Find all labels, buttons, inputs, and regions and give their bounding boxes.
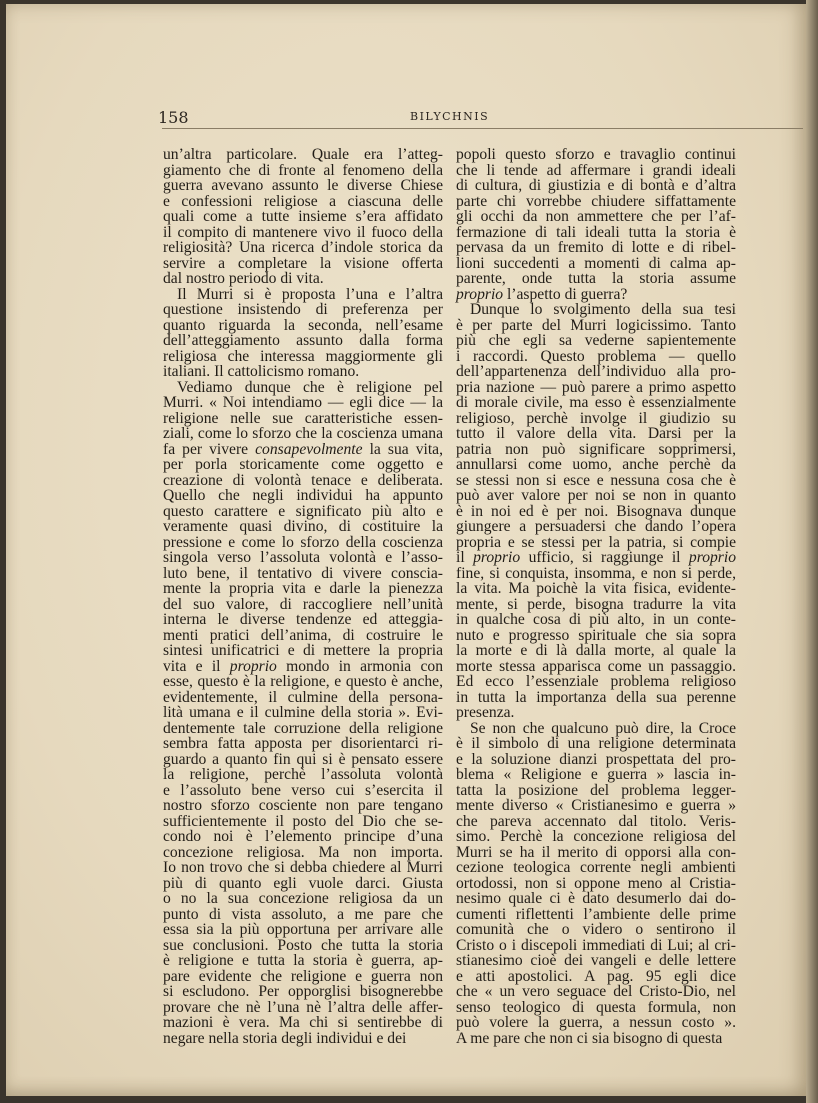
text-line: giamento che di fronte al fenomeno della (163, 161, 443, 179)
text-line: la morte e di là dalla morte, al quale la (456, 642, 736, 659)
text-line: per porla storicamente come oggetto e (163, 456, 443, 473)
text-line: la religione, perchè l’assoluta volontà (163, 766, 443, 783)
text-line: e l’assoluto bene verso cui s’esercita il (163, 781, 443, 799)
text-line: fine, si conquista, insomma, e non si perde, (456, 564, 736, 582)
text-line: luto bene, il tentativo di vivere conscia- (163, 564, 443, 582)
text-line: più di quanto egli vuole darci. Giusta (163, 874, 443, 892)
text-line: condo noi è l’elemento principe d’una (163, 828, 443, 845)
text-line: essa sia la più opportuna per arrivare alle (163, 921, 443, 938)
text-line: comunità che o videro o sentirono il (456, 921, 736, 938)
text-line: cumenti riflettenti l’ambiente delle prime (456, 905, 736, 923)
text-line: sufficientemente il posto del Dio che se- (163, 812, 443, 830)
text-line: ziali, come lo sforzo che la coscienza umana (163, 425, 443, 442)
text-line: simo. Perchè la concezione religiosa del (456, 828, 736, 845)
text-line: mente, si perde, bisogna tradurre la vita (456, 595, 736, 613)
text-line: può volere la guerra, a nessun costo ». (456, 1014, 736, 1031)
page-number: 158 (158, 108, 189, 127)
text-line: parente, onde tutta la storia assume (456, 270, 736, 287)
text-line: provare che nè l’una nè l’altra delle affer- (163, 998, 443, 1016)
text-line: punto di vista assoluto, a me pare che (163, 905, 443, 923)
text-line: più che egli sa vederne sapientemente (456, 332, 736, 349)
text-line: è religione e tutta la storia è guerra, ap- (163, 952, 443, 969)
text-line: Io non trovo che si debba chiedere al Murri (163, 859, 443, 876)
text-line: in qualche cosa di più alto, in un conte- (456, 611, 736, 628)
text-line: ortodossi, non si oppone meno al Cristia- (456, 874, 736, 892)
text-line: Se non che qualcuno può dire, la Croce (470, 719, 736, 737)
text-line: pressione e come lo sforzo della coscienza (163, 533, 443, 551)
text-line: singola verso l’assoluta volontà e l’asso- (163, 549, 443, 566)
page-edge-shadow (806, 0, 818, 1103)
text-line: o no la sua concezione religiosa da un (163, 890, 443, 907)
text-line: si escludono. Per opporglisi bisognerebbe (163, 983, 443, 1000)
text-line: parte chi vorrebbe chiudere siffattamente (456, 192, 736, 210)
text-line: mente la propria vita e darle la pienezza (163, 580, 443, 597)
text-line: evidentemente, il culmine della persona- (163, 688, 443, 706)
text-line: la vita. Ma poichè la vita fisica, evidente- (456, 580, 736, 597)
text-line: gli occhi da non ammettere che per l’af- (456, 208, 736, 225)
text-line: Cristo o i discepoli immediati di Lui; al cri- (456, 936, 736, 954)
text-line: lità umana e il culmine della storia ». Evi- (163, 704, 443, 721)
text-line: religiosità? Una ricerca d’indole storica da (163, 239, 443, 256)
text-line: proprio l’aspetto di guerra? (456, 285, 628, 303)
text-line: A me pare che non ci sia bisogno di questa (456, 1029, 723, 1047)
text-line: morte stessa apparisca come un passaggio. (456, 657, 736, 675)
text-line: pervasa da un fremito di lotte e di ribel- (456, 239, 736, 256)
text-line: dell’atteggiamento assunto dalla forma (163, 332, 443, 349)
text-line: tatta la posizione del problema legger- (456, 781, 736, 799)
text-line: mente diverso « Cristianesimo e guerra » (456, 797, 736, 814)
text-line: menti pratici dell’anima, di costruire le (163, 626, 443, 644)
text-line: e la soluzione dianzi prospettata del pro- (456, 750, 736, 768)
text-line: che « un vero seguace del Cristo-Dio, nel (456, 983, 736, 1000)
text-line: dal nostro periodo di vita. (163, 270, 324, 287)
text-line: negare nella storia degli individui e dei (163, 1029, 407, 1047)
text-line: questione insistendo di preferenza per (163, 301, 443, 318)
text-line: di morale civile, ma esso è essenzialmente (456, 394, 736, 411)
text-line: nesimo quale ci è dato desumerlo dai do- (456, 890, 736, 907)
text-line: annullarsi come uomo, anche perchè da (456, 456, 736, 473)
text-line: del suo valore, di raccogliere nell’unità (163, 595, 443, 613)
text-line: Quello che negli individui ha appunto (163, 487, 443, 504)
text-line: dell’appartenenza dell’individuo alla pro- (456, 363, 736, 380)
text-line: presenza. (456, 704, 515, 721)
text-line: Dunque lo svolgimento della sua tesi (470, 301, 736, 318)
text-line: guerra avevano assunto le diverse Chiese (163, 177, 443, 194)
text-line: Murri. « Noi intendiamo — egli dice — la (163, 394, 443, 411)
text-line: quali come a tutte insieme s’era affidato (163, 208, 443, 225)
header-rule (162, 128, 803, 129)
text-line: patria non può significare sopprimersi, (456, 440, 736, 458)
text-line: religiosa che interessa maggiormente gli (163, 347, 443, 365)
text-line: vita e il proprio mondo in armonia con (163, 657, 443, 675)
text-line: questo carattere e significato più alto e (163, 502, 443, 520)
text-line: veramente quasi divino, di costituire la (163, 518, 443, 535)
text-line: esse, questo è la religione, e questo è anche, (163, 673, 443, 690)
text-line: sue conclusioni. Posto che tutta la storia (163, 936, 443, 954)
text-line: può aver valore per noi se non in quanto (456, 487, 736, 504)
text-line: dentemente tale corruzione della religione (163, 719, 443, 737)
text-line: popoli questo sforzo e travaglio continui (456, 146, 736, 163)
text-line: i raccordi. Questo problema — quello (456, 347, 736, 365)
text-line: concezione religiosa. Ma non importa. (163, 843, 443, 861)
text-line: tutto il valore della vita. Darsi per la (456, 425, 736, 442)
text-line: in tutta la importanza della sua perenne (456, 688, 736, 706)
text-line: è per parte del Murri logicissimo. Tanto (456, 316, 736, 334)
text-line: propria e se stessi per la patria, si compie (456, 533, 736, 551)
text-line: quanto riguarda la seconda, nell’esame (163, 316, 443, 334)
text-line: il proprio ufficio, si raggiunge il proprio (456, 549, 736, 566)
text-line: interna le diverse tendenze ed atteggia- (163, 611, 443, 628)
text-line: un’altra particolare. Quale era l’atteg- (163, 146, 443, 163)
text-line: fermazione di tali ideali tutta la storia è (456, 223, 736, 241)
text-line: Il Murri si è proposta l’una e l’altra (177, 285, 443, 303)
text-line: sembra fatta apposta per disorientarci ri- (163, 735, 443, 752)
text-line: creazione di volontà tenace e deliberata. (163, 471, 443, 489)
text-line: blema « Religione e guerra » lascia in- (456, 766, 736, 783)
text-line: guardo a quanto fin qui si è pensato essere (163, 750, 443, 768)
text-line: pria nazione — può parere a primo aspetto (456, 378, 736, 396)
text-line: è il simbolo di una religione determinata (456, 735, 736, 752)
right-text-column (456, 147, 736, 1046)
text-line: giungere a persuadersi che dando l’opera (456, 518, 736, 535)
text-line: sintesi unificatrici e di mettere la propria (163, 642, 443, 659)
text-line: lioni succedenti a momenti di calma ap- (456, 254, 736, 272)
text-line: senso teologico di questa formula, non (456, 998, 736, 1016)
text-line: Vediamo dunque che è religione pel (177, 378, 443, 396)
text-line: e atti apostolici. A pag. 95 egli dice (456, 967, 736, 985)
text-line: religione nelle sue caratteristiche essen- (163, 409, 443, 427)
text-line: di cultura, di giustizia e di bontà e d’altra (456, 177, 736, 194)
text-line: pare evidente che religione e guerra non (163, 967, 443, 985)
text-line: e confessioni religiose a ciascuna delle (163, 192, 443, 210)
text-line: italiani. Il cattolicismo romano. (163, 363, 360, 380)
text-line: che li tende ad affermare i grandi ideali (456, 161, 736, 179)
text-line: stianesimo cioè dei vangeli e delle lettere (456, 952, 736, 969)
text-line: Murri se ha il merito di opporsi alla con- (456, 843, 736, 861)
page-header (158, 108, 804, 130)
running-title: BILYCHNIS (410, 110, 490, 123)
text-line: nuto e progresso spirituale che sia sopra (456, 626, 736, 644)
text-line: è in noi ed è per noi. Bisognava dunque (456, 502, 736, 520)
text-line: fa per vivere consapevolmente la sua vita, (163, 440, 443, 458)
text-line: che pareva accennato dal titolo. Veris- (456, 812, 736, 830)
text-line: il compito di mantenere vivo il fuoco della (163, 223, 443, 241)
text-line: religioso, perchè involge il giudizio su (456, 409, 736, 427)
text-line: nostro sforzo cosciente non pare tengano (163, 797, 443, 814)
text-line: Ed ecco l’essenziale problema religioso (456, 673, 736, 690)
left-text-column (163, 147, 443, 1046)
text-line: cezione teologica corrente negli ambienti (456, 859, 736, 876)
text-line: mazioni è vera. Ma chi si sentirebbe di (163, 1014, 443, 1031)
text-line: servire a completare la visione offerta (163, 254, 443, 272)
text-line: se stessi non si esce e nessuna cosa che è (456, 471, 736, 489)
